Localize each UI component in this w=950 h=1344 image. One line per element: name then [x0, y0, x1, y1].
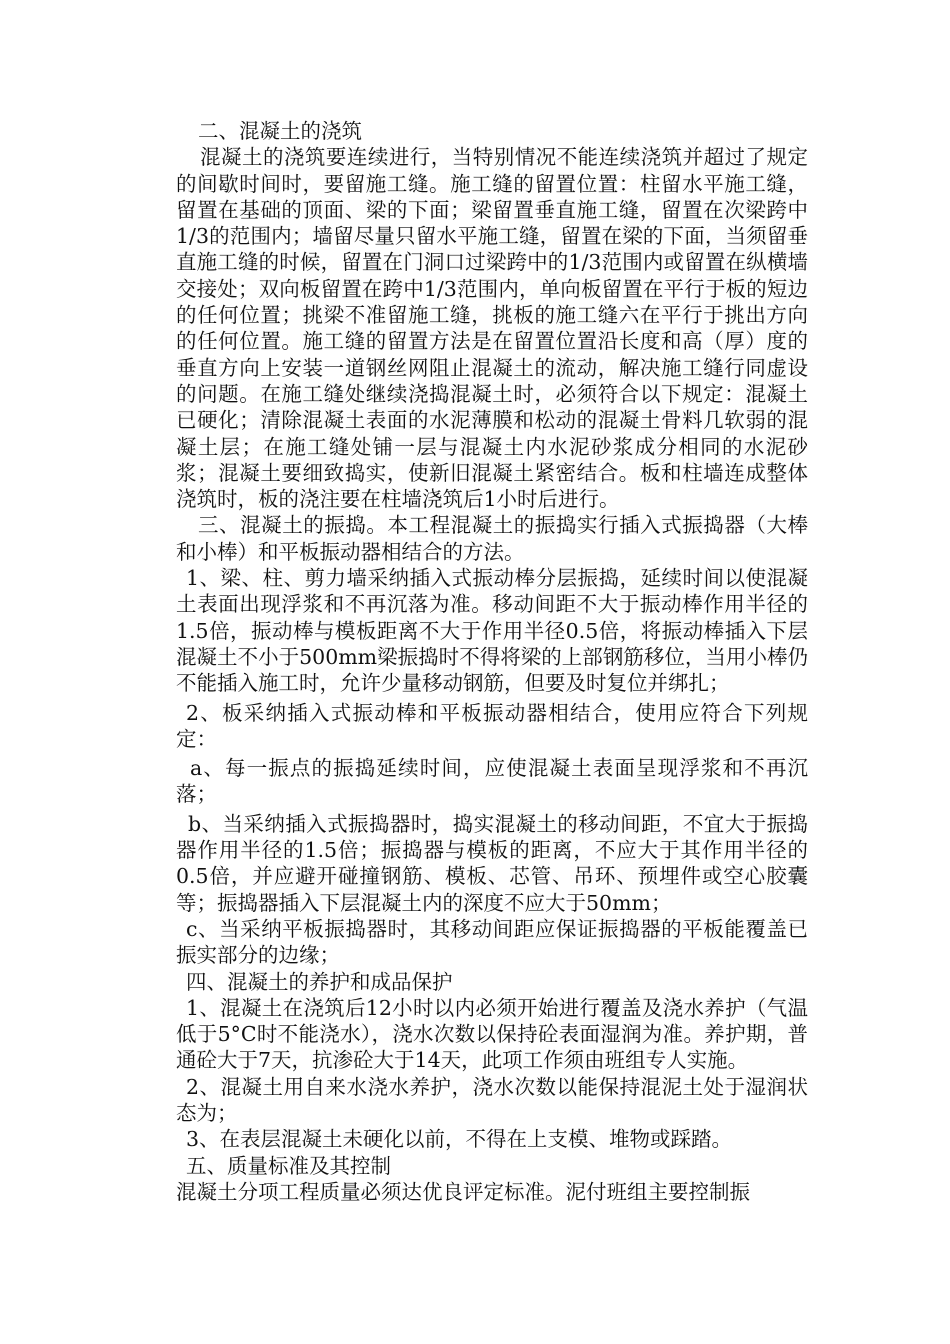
list-item-curing-3: 3、在表层混凝土未硬化以前，不得在上支模、堆物或踩踏。 [186, 1127, 733, 1152]
list-item-curing-1: 1、混凝土在浇筑后12小时以内必须开始进行覆盖及浇水养护（气温低于5°C时不能浇水），浇水次数以保持砼表面湿润为准。养护期，普通砼大于7天，抗渗砼大于14天，此项工作须由班组专人实施。 [176, 995, 808, 1073]
list-item-slab: 2、板采纳插入式振动棒和平板振动器相结合，使用应符合下列规定： [176, 700, 808, 751]
paragraph-pouring-body: 混凝土的浇筑要连续进行，当特别情况不能连续浇筑并超过了规定的间歇时间时，要留施工缝。施工缝的留置位置：柱留水平施工缝，留置在基础的顶面、梁的下面；梁留置垂直施工缝，留置在次梁跨中1/3的范围内；墙留尽量只留水平施工缝，留置在梁的下面，当须留垂直施工缝的时候，留置在门洞口过梁跨中的1/3范围内或留置在纵横墙交接处；双向板留置在跨中1/3范围内，单向板留置在平行于板的短边的任何位置；挑梁不准留施工缝，挑板的施工缝六在平行于挑出方向的任何位置。施工缝的留置方法是在留置位置沿长度和高（厚）度的垂直方向上安装一道钢丝网阻止混凝土的流动，解决施工缝行同虚设的问题。在施工缝处继续浇捣混凝土时，必须符合以下规定：混凝土已硬化；清除混凝土表面的水泥薄膜和松动的混凝土骨料几软弱的混凝土层；在施工缝处铺一层与混凝土内水泥砂浆成分相同的水泥砂浆；混凝土要细致捣实，使新旧混凝土紧密结合。板和柱墙连成整体浇筑时，板的浇注要在柱墙浇筑后1小时后进行。 [176, 145, 808, 512]
document-page [176, 118, 808, 1205]
section-heading-quality: 五、质量标准及其控制 [186, 1153, 391, 1178]
list-item-a: a、每一振点的振捣延续时间，应使混凝土表面呈现浮浆和不再沉落； [176, 756, 808, 807]
list-item-curing-2: 2、混凝土用自来水浇水养护，浇水次数以能保持混泥土处于湿润状态为； [176, 1074, 808, 1125]
list-item-c: c、当采纳平板振捣器时，其移动间距应保证振捣器的平板能覆盖已振实部分的边缘； [176, 916, 808, 968]
section-heading-vibration: 三、混凝土的振捣。本工程混凝土的振捣实行插入式振捣器（大棒和小棒）和平板振动器相结合的方法。 [176, 513, 808, 564]
paragraph-quality-body: 混凝土分项工程质量必须达优良评定标准。泥付班组主要控制振 [176, 1179, 750, 1204]
list-item-b: b、当采纳插入式振捣器时，捣实混凝土的移动间距，不宜大于振捣器作用半径的1.5倍；振捣器与模板的距离，不应大于其作用半径的0.5倍，并应避开碰撞钢筋、模板、芯管、吊环、预埋件或空心胶囊等；振捣器插入下层混凝土内的深度不应大于50mm； [176, 811, 808, 915]
section-heading-pouring: 二、混凝土的浇筑 [198, 119, 362, 143]
list-item-beam-column-wall: 1、梁、柱、剪力墙采纳插入式振动棒分层振捣，延续时间以使混凝土表面出现浮浆和不再沉落为准。移动间距不大于振动棒作用半径的1.5倍，振动棒与模板距离不大于作用半径0.5倍，将振动棒插入下层混凝土不小于500mm梁振捣时不得将梁的上部钢筋移位，当用小棒仍不能插入施工时，允许少量移动钢筋，但要及时复位并绑扎； [176, 566, 808, 696]
section-heading-curing: 四、混凝土的养护和成品保护 [186, 969, 453, 994]
